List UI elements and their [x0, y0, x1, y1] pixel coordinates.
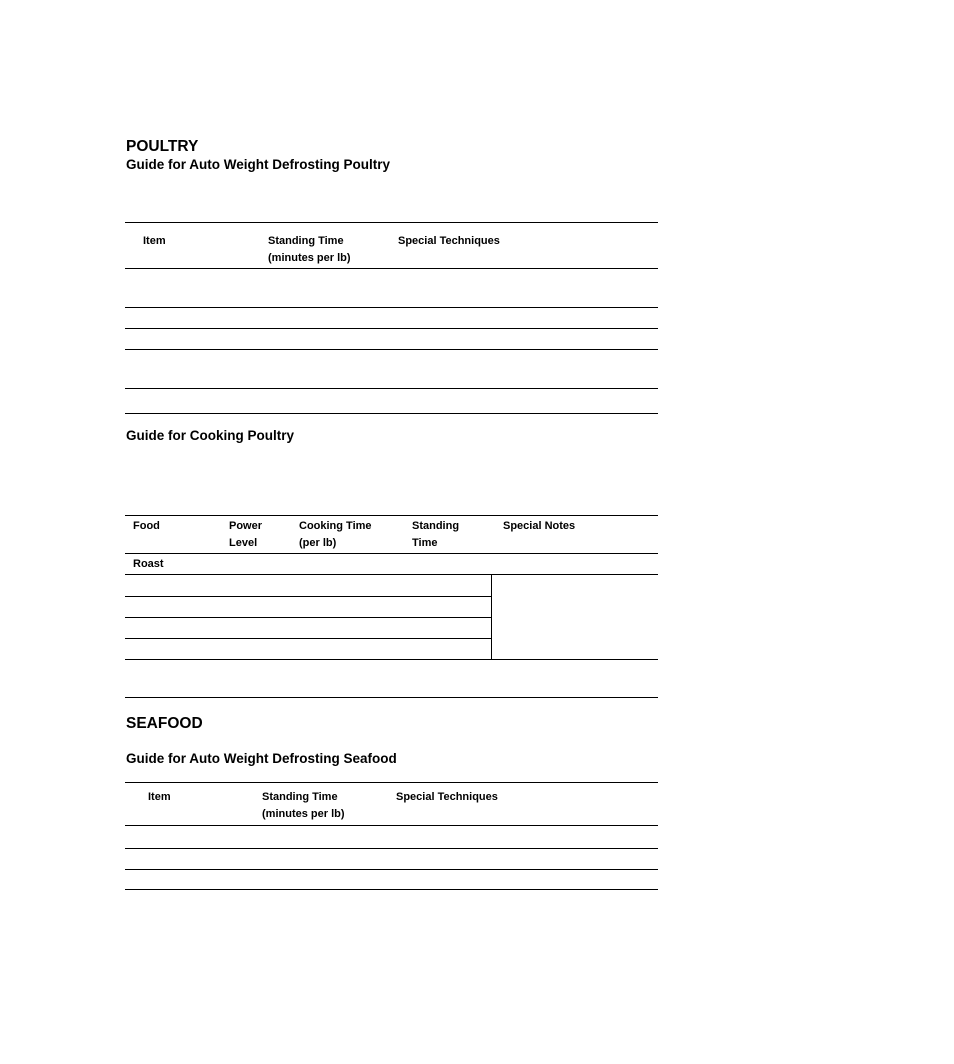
notes-column-divider [491, 574, 492, 660]
table-row [125, 617, 491, 618]
table-row [125, 638, 491, 639]
header-food: Food [133, 520, 160, 532]
header-standing-time: Standing Time (minutes per lb) [262, 791, 345, 820]
seafood-defrost-guide-title: Guide for Auto Weight Defrosting Seafood [126, 751, 397, 766]
table-row [125, 848, 658, 849]
table-rule [125, 782, 658, 783]
poultry-heading: POULTRY [126, 138, 199, 155]
table-row [125, 889, 658, 890]
table-row [125, 553, 658, 554]
seafood-heading: SEAFOOD [126, 715, 203, 732]
header-standing-time: Standing Time (minutes per lb) [268, 235, 351, 264]
header-power-level: Power Level [229, 520, 263, 549]
table-rule [125, 515, 658, 516]
table-row [125, 659, 658, 660]
table-row [125, 869, 658, 870]
table-row [125, 596, 491, 597]
header-item: Item [148, 791, 171, 803]
table-row [125, 825, 658, 826]
poultry-cooking-guide-title: Guide for Cooking Poultry [126, 428, 294, 443]
header-special-techniques: Special Techniques [396, 791, 498, 803]
header-cooking-time: Cooking Time (per lb) [299, 520, 372, 549]
header-standing-time: Standing Time [412, 520, 460, 549]
table-row [125, 574, 658, 575]
table-row [125, 349, 658, 350]
table-row [125, 268, 658, 269]
header-item: Item [143, 235, 166, 247]
table-row [125, 328, 658, 329]
table-row [125, 388, 658, 389]
table-row [125, 697, 658, 698]
table-rule [125, 222, 658, 223]
poultry-defrost-guide-title: Guide for Auto Weight Defrosting Poultry [126, 157, 390, 172]
table-row [125, 307, 658, 308]
table-row [125, 413, 658, 414]
header-special-techniques: Special Techniques [398, 235, 500, 247]
section-row-roast: Roast [133, 558, 164, 570]
header-special-notes: Special Notes [503, 520, 576, 532]
